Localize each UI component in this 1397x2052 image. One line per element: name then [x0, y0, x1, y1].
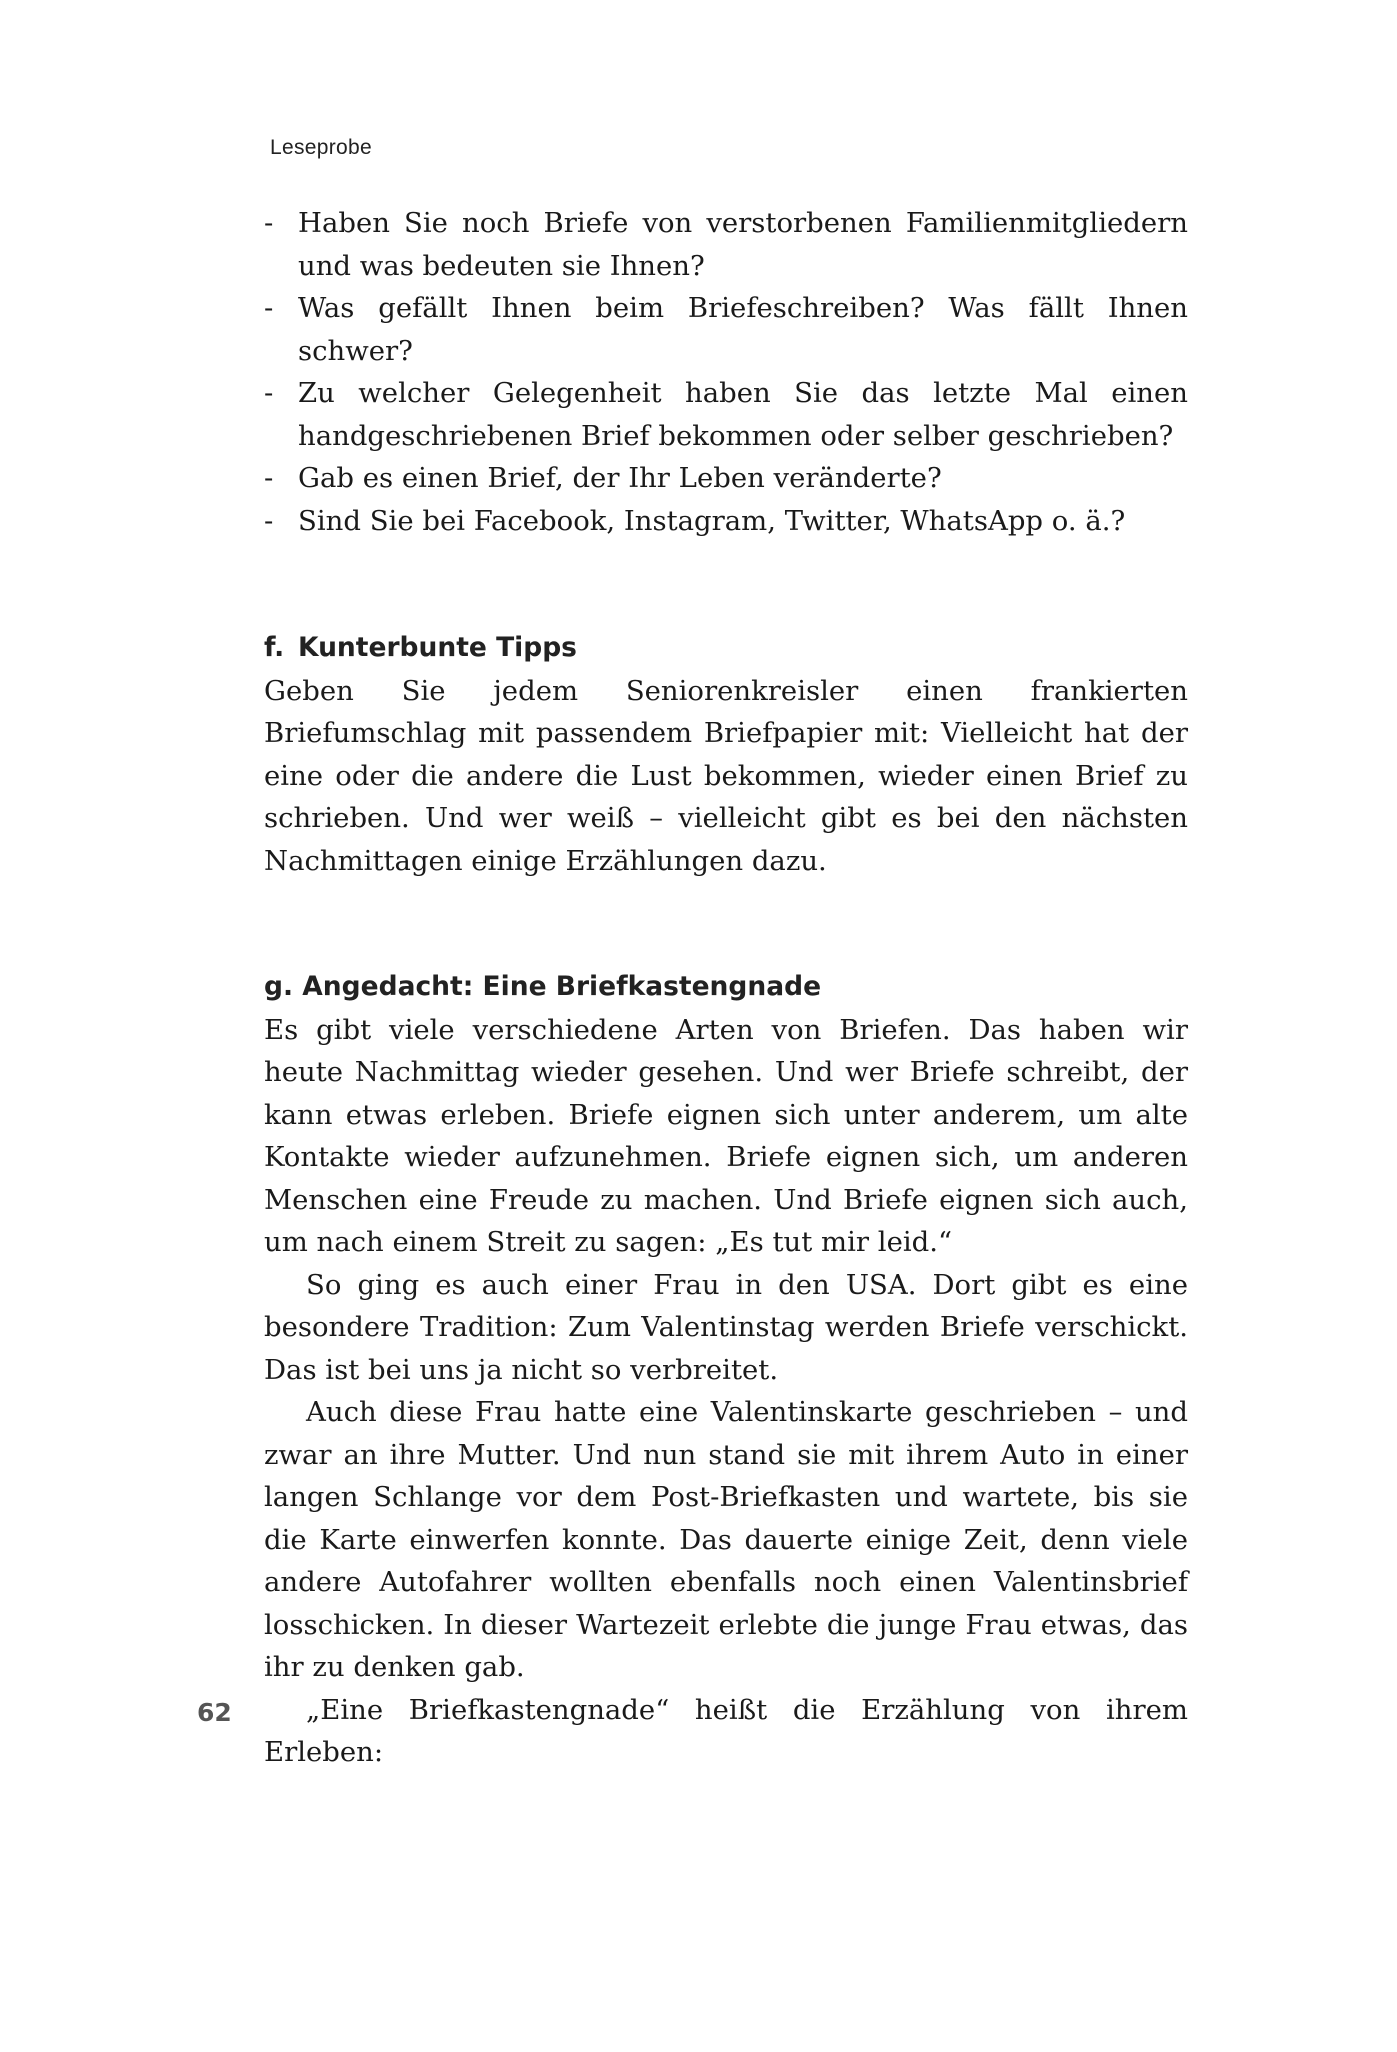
running-head: Leseprobe	[270, 136, 372, 159]
list-item-text: Was gefällt Ihnen beim Briefeschreiben? Was fällt Ihnen schwer?	[298, 292, 1188, 367]
bullet-dash: -	[264, 504, 274, 537]
section-number: f.	[264, 632, 285, 663]
paragraph: So ging es auch einer Frau in den USA. Dort gibt es eine besondere Tradition: Zum Valentinstag werden Briefe verschickt. Das ist bei uns ja nicht so verbreitet.	[264, 1268, 1188, 1386]
paragraph: Geben Sie jedem Seniorenkreisler einen frankierten Briefumschlag mit passendem Briefpapier mit: Vielleicht hat der eine oder die andere die Lust bekommen, wieder einen Brief zu schrieben. Und wer weiß – vielleicht gibt es bei den nächsten Nachmittagen einige Erzählungen dazu.	[264, 674, 1188, 877]
section-heading	[264, 966, 1188, 1009]
list-item-text: Gab es einen Brief, der Ihr Leben veränderte?	[298, 462, 942, 494]
list-item-text: Haben Sie noch Briefe von verstorbenen Familienmitgliedern und was bedeuten sie Ihnen?	[298, 207, 1188, 282]
paragraph: Auch diese Frau hatte eine Valentinskarte geschrieben – und zwar an ihre Mutter. Und nun stand sie mit ihrem Auto in einer langen Schlange vor dem Post-Briefkasten und wartete, bis sie die Karte einwerfen konnte. Das dauerte einige Zeit, denn viele andere Autofahrer wollten ebenfalls noch einen Valentinsbrief losschicken. In dieser Wartezeit erlebte die junge Frau etwas, das ihr zu denken gab.	[264, 1396, 1188, 1683]
question-list	[264, 202, 1188, 542]
list-item	[264, 457, 1188, 500]
page-number: 62	[197, 1698, 232, 1727]
section-tips	[264, 627, 1188, 882]
section-title-text: Kunterbunte Tipps	[298, 632, 577, 663]
paragraph: Es gibt viele verschiedene Arten von Briefen. Das haben wir heute Nachmittag wieder gesehen. Und wer Briefe schreibt, der kann etwas erleben. Briefe eignen sich unter anderem, um alte Kontakte wieder aufzunehmen. Briefe eignen sich, um anderen Menschen eine Freude zu machen. Und Briefe eignen sich auch, um nach einem Streit zu sagen: „Es tut mir leid.“	[264, 1013, 1188, 1258]
list-item-text: Zu welcher Gelegenheit haben Sie das letzte Mal einen handgeschriebenen Brief bekommen oder selber geschrieben?	[298, 377, 1188, 452]
bullet-dash: -	[264, 292, 274, 324]
list-item	[264, 287, 1188, 372]
list-item	[264, 500, 1188, 543]
section-number: g.	[264, 971, 294, 1002]
section-title-text: Angedacht: Eine Briefkastengnade	[302, 971, 822, 1002]
list-item	[264, 372, 1188, 457]
bullet-dash: -	[264, 377, 274, 409]
list-item-text: Sind Sie bei Facebook, Instagram, Twitter, WhatsApp o. ä.?	[298, 504, 1126, 537]
paragraph: „Eine Briefkastengnade“ heißt die Erzählung von ihrem Erleben:	[264, 1693, 1188, 1768]
list-item	[264, 202, 1188, 287]
section-devotion	[264, 966, 1188, 1774]
page-content	[264, 202, 1188, 1774]
bullet-dash: -	[264, 207, 274, 239]
bullet-dash: -	[264, 462, 274, 494]
section-heading	[264, 627, 1188, 670]
